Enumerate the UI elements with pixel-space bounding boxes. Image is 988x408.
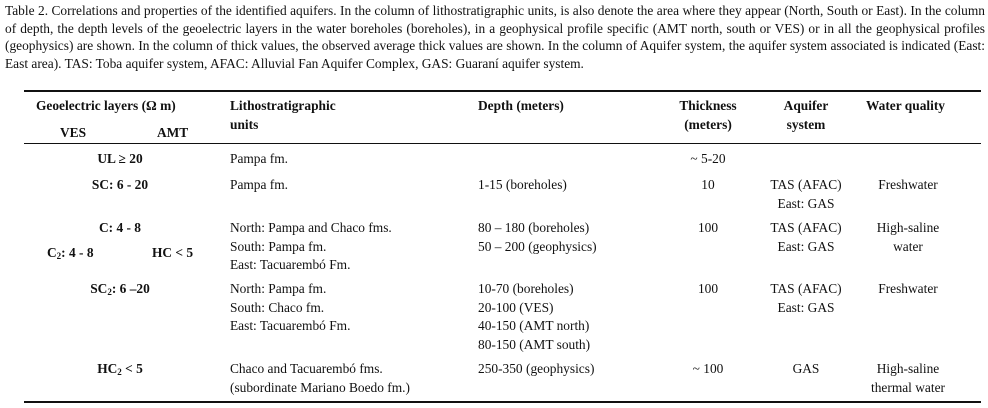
row5-layer-prefix: HC [97, 361, 118, 376]
row2-aquifer-line2: East: GAS [777, 195, 835, 211]
row5-quality-line1: High-saline [876, 361, 940, 376]
row2-aquifer [756, 176, 856, 213]
row1-litho: Pampa fm. [230, 151, 289, 166]
header-rule [24, 143, 981, 144]
row3-litho-line2: South: Pampa fm. [230, 238, 327, 254]
row4-layer-index: 2 [107, 287, 112, 297]
row4-quality: Freshwater [878, 281, 938, 296]
row3-quality-line2: water [893, 238, 923, 254]
header-litho [230, 97, 336, 134]
header-geoelectric: Geoelectric layers (Ω m) [36, 98, 176, 113]
row3-depth-line1: 80 – 180 (boreholes) [478, 220, 590, 235]
row2-aquifer-line1: TAS (AFAC) [770, 177, 842, 192]
row5-depth: 250-350 (geophysics) [478, 361, 595, 376]
header-litho-line1: Lithostratigraphic [230, 98, 336, 113]
row5-litho-line1: Chaco and Tacuarembó fms. [230, 361, 383, 376]
row5-layer [60, 360, 180, 379]
header-ves: VES [60, 125, 87, 140]
row3-layer: C: 4 - 8 [98, 220, 142, 235]
header-aquifer [766, 97, 846, 134]
row1-thickness: ~ 5-20 [690, 151, 726, 166]
row3-litho-line3: East: Tacuarembó Fm. [230, 257, 351, 272]
row3-quality-line1: High-saline [876, 220, 940, 235]
header-thickness-line2: (meters) [684, 116, 732, 132]
header-litho-line2: units [230, 116, 259, 132]
row4-depth-line2: 20-100 (VES) [478, 299, 554, 315]
row5-quality-line2: thermal water [871, 379, 945, 395]
bottom-rule [24, 401, 981, 403]
row2-quality: Freshwater [878, 177, 938, 192]
row3-sub-ves-prefix: C [47, 245, 57, 260]
row3-sub-ves [47, 244, 94, 263]
row2-layer: SC: 6 - 20 [91, 177, 149, 192]
row4-litho-line1: North: Pampa fm. [230, 281, 327, 296]
row2-depth: 1-15 (boreholes) [478, 177, 567, 192]
row3-thickness: 100 [697, 220, 719, 235]
top-rule [24, 90, 981, 92]
row3-aquifer [756, 219, 856, 256]
row4-aquifer [756, 280, 856, 317]
row3-aquifer-line1: TAS (AFAC) [770, 220, 842, 235]
row3-sub-ves-suffix: : 4 - 8 [61, 245, 94, 260]
row5-quality [858, 360, 958, 397]
row3-aquifer-line2: East: GAS [777, 238, 835, 254]
row3-litho [230, 219, 392, 275]
header-depth: Depth (meters) [478, 98, 564, 113]
row4-aquifer-line1: TAS (AFAC) [770, 281, 842, 296]
header-thickness-line1: Thickness [679, 98, 737, 113]
row3-quality [858, 219, 958, 256]
row4-litho [230, 280, 350, 336]
row5-layer-index: 2 [117, 367, 122, 377]
row1-layer: UL ≥ 20 [97, 151, 143, 166]
row5-layer-suffix: < 5 [121, 361, 143, 376]
table-caption: Table 2. Correlations and properties of the identified aquifers. In the column of lithostratigraphic units, is also denote the area where they appear (North, South or East). In the column of depth, the depth levels of the geoelectric layers in the water boreholes (boreholes), in a geophysical profile specific (AMT north, south or VES) or in all the geophysical profiles (geophysics) are shown. In the column of thick values, the observed average thick values are shown. In the column of Aquifer system, the aquifer system associated is indicated (East: East area). TAS: Toba aquifer system, AFAC: Alluvial Fan Aquifer Complex, GAS: Guaraní aquifer system. [5, 3, 985, 71]
row5-aquifer: GAS [792, 361, 820, 376]
header-thickness [668, 97, 748, 134]
row3-depth-line2: 50 – 200 (geophysics) [478, 238, 597, 254]
row3-depth [478, 219, 597, 256]
row3-sub-amt: HC < 5 [152, 245, 194, 260]
row5-litho-line2: (subordinate Mariano Boedo fm.) [230, 379, 410, 395]
row4-litho-line3: East: Tacuarembó Fm. [230, 318, 351, 333]
row4-depth [478, 280, 590, 354]
row4-litho-line2: South: Chaco fm. [230, 299, 325, 315]
row4-aquifer-line2: East: GAS [777, 299, 835, 315]
header-water-quality: Water quality [866, 98, 945, 113]
header-aquifer-line2: system [786, 116, 826, 132]
row2-litho: Pampa fm. [230, 177, 289, 192]
header-aquifer-line1: Aquifer [783, 98, 829, 113]
row4-thickness: 100 [697, 281, 719, 296]
row4-depth-line3: 40-150 (AMT north) [478, 318, 590, 333]
row4-depth-line1: 10-70 (boreholes) [478, 281, 574, 296]
row2-thickness: 10 [701, 177, 715, 192]
row4-layer [60, 280, 180, 299]
row4-layer-prefix: SC [90, 281, 108, 296]
row3-sub-ves-index: 2 [56, 251, 62, 261]
row5-litho [230, 360, 410, 397]
header-amt: AMT [157, 125, 189, 140]
row4-depth-line4: 80-150 (AMT south) [478, 336, 591, 352]
row3-litho-line1: North: Pampa and Chaco fms. [230, 220, 392, 235]
row4-layer-suffix: : 6 –20 [111, 281, 150, 296]
row5-thickness: ~ 100 [692, 361, 724, 376]
